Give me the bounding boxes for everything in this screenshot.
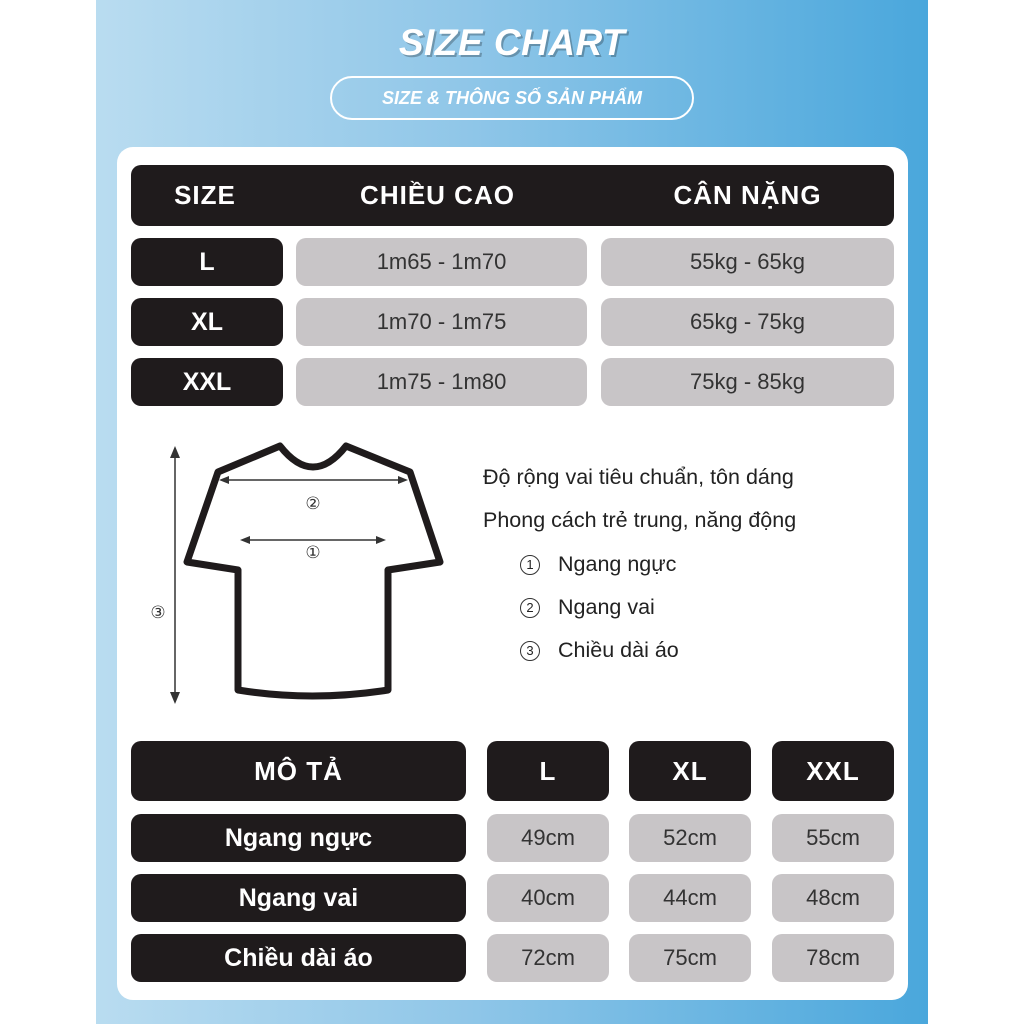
row-label-length: Chiều dài áo xyxy=(131,934,466,982)
legend-number-3: 3 xyxy=(520,641,540,661)
length-l: 72cm xyxy=(487,934,609,982)
legend-chest xyxy=(520,552,676,577)
weight-column-header: CÂN NẶNG xyxy=(673,180,822,210)
legend-label-length: Chiều dài áo xyxy=(558,638,679,662)
length-xl: 75cm xyxy=(629,934,751,982)
weight-value-l: 55kg - 65kg xyxy=(601,238,894,286)
height-value-xl: 1m70 - 1m75 xyxy=(296,298,587,346)
shoulder-l: 40cm xyxy=(487,874,609,922)
chest-xl: 52cm xyxy=(629,814,751,862)
weight-value-xxl: 75kg - 85kg xyxy=(601,358,894,406)
chest-xxl: 55cm xyxy=(772,814,894,862)
chest-l: 49cm xyxy=(487,814,609,862)
subtitle-badge: SIZE & THÔNG SỐ SẢN PHẨM xyxy=(330,76,694,120)
page-title: SIZE CHART xyxy=(398,22,626,63)
row-label-shoulder: Ngang vai xyxy=(131,874,466,922)
description-column-header: MÔ TẢ xyxy=(131,741,466,801)
legend-number-2: 2 xyxy=(520,598,540,618)
feature-style: Phong cách trẻ trung, năng động xyxy=(483,508,797,532)
height-column-header: CHIỀU CAO xyxy=(360,180,515,210)
size-label-xl: XL xyxy=(131,298,283,346)
size-label-xxl: XXL xyxy=(131,358,283,406)
legend-shoulder xyxy=(520,595,655,620)
height-value-l: 1m65 - 1m70 xyxy=(296,238,587,286)
legend-length xyxy=(520,638,679,663)
marker-length: ③ xyxy=(150,603,166,623)
size-l-column-header: L xyxy=(487,741,609,801)
size-label-l: L xyxy=(131,238,283,286)
marker-shoulder: ② xyxy=(305,494,321,514)
length-xxl: 78cm xyxy=(772,934,894,982)
size-xxl-column-header: XXL xyxy=(772,741,894,801)
shoulder-xxl: 48cm xyxy=(772,874,894,922)
legend-label-shoulder: Ngang vai xyxy=(558,595,655,619)
tshirt-diagram-icon xyxy=(150,435,450,705)
height-value-xxl: 1m75 - 1m80 xyxy=(296,358,587,406)
marker-chest: ① xyxy=(305,543,321,563)
legend-number-1: 1 xyxy=(520,555,540,575)
size-column-header: SIZE xyxy=(174,180,236,210)
shoulder-xl: 44cm xyxy=(629,874,751,922)
legend-label-chest: Ngang ngực xyxy=(558,552,677,576)
feature-shoulder-width: Độ rộng vai tiêu chuẩn, tôn dáng xyxy=(483,465,794,489)
row-label-chest: Ngang ngực xyxy=(131,814,466,862)
size-xl-column-header: XL xyxy=(629,741,751,801)
weight-value-xl: 65kg - 75kg xyxy=(601,298,894,346)
